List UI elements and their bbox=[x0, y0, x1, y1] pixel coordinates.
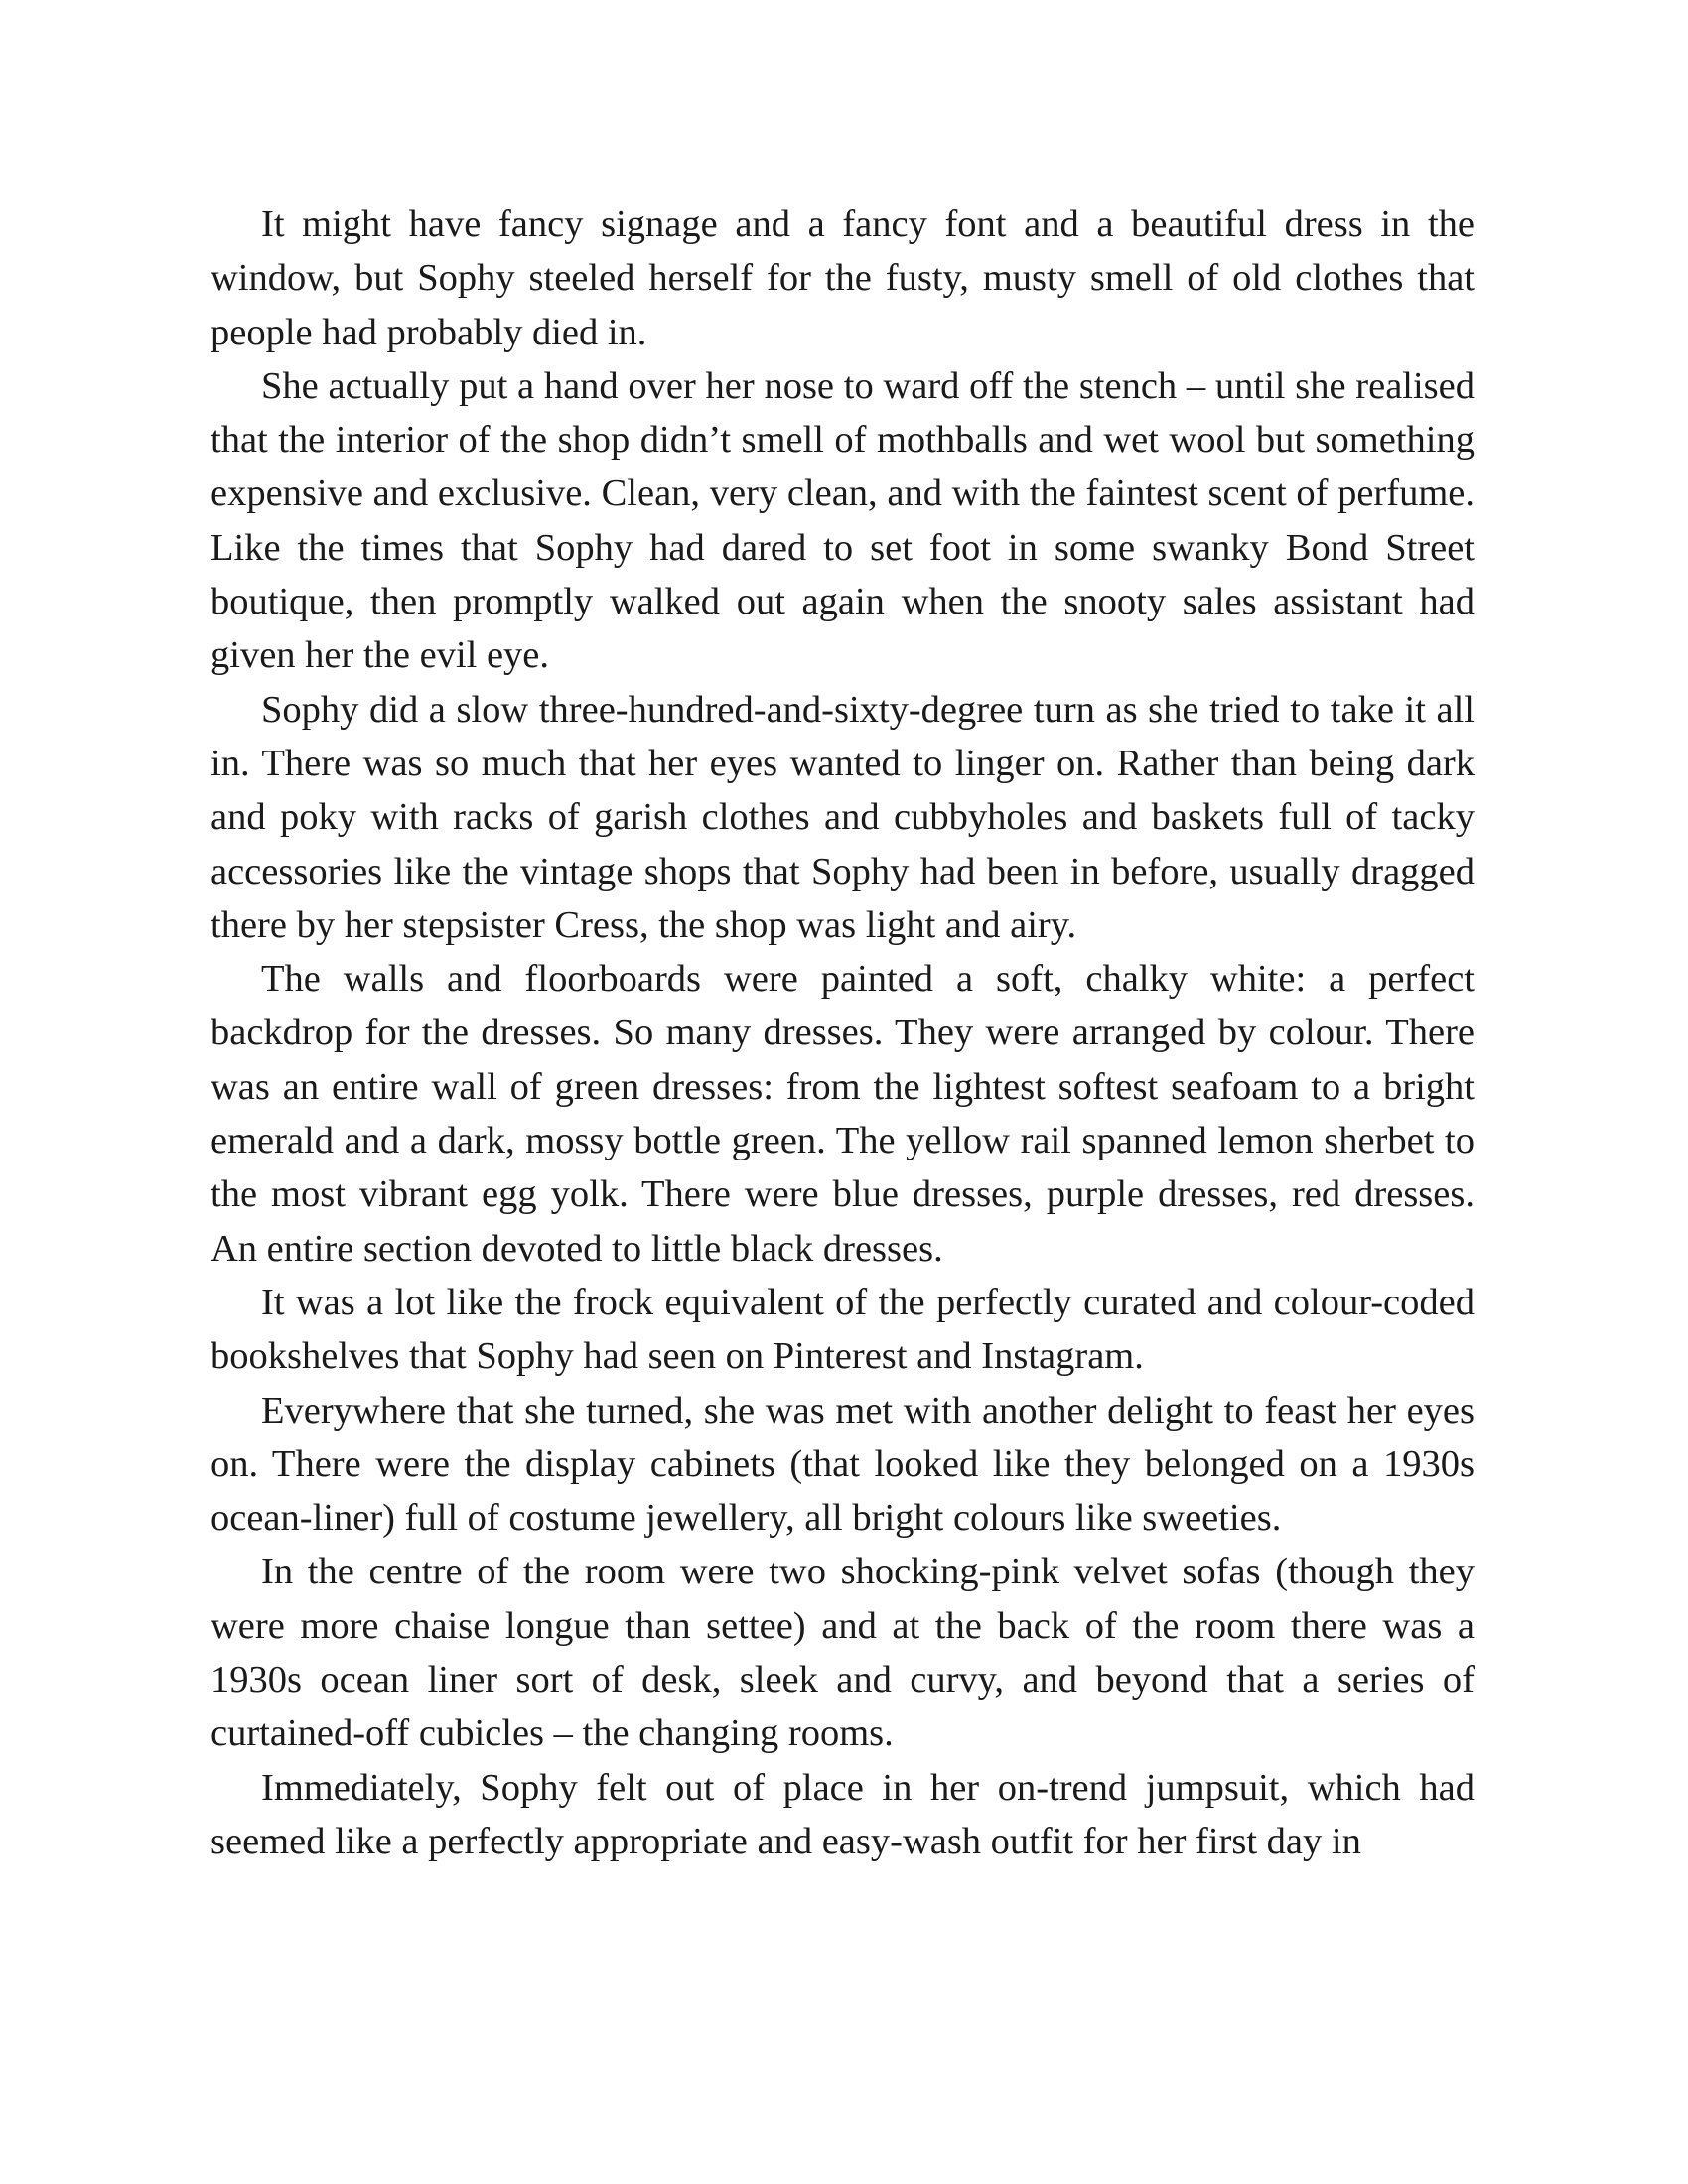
page-body bbox=[211, 198, 1475, 1868]
paragraph-2: She actually put a hand over her nose to ward off the stench – until she realised that the interior of the shop didn’t smell of mothballs and wet wool but something expensive and exclusive. Clean, very clean, and with the faintest scent of perfume. Like the times that Sophy had dared to set foot in some swanky Bond Street boutique, then promptly walked out again when the snooty sales assistant had given her the evil eye. bbox=[211, 364, 1475, 677]
paragraph-6: Everywhere that she turned, she was met with another delight to feast her eyes on. There were the display cabinets (that looked like they belonged on a 1930s ocean-liner) full of costume jewellery, all bright colours like sweeties. bbox=[211, 1389, 1475, 1540]
paragraph-7: In the centre of the room were two shocking-pink velvet sofas (though they were more chaise longue than settee) and at the back of the room there was a 1930s ocean liner sort of desk, sleek and curvy, and beyond that a series of curtained-off cubicles – the changing rooms. bbox=[211, 1551, 1475, 1755]
paragraph-1: It might have fancy signage and a fancy font and a beautiful dress in the window, but Sophy steeled herself for the fusty, musty smell of old clothes that people had probably died in. bbox=[211, 204, 1475, 353]
paragraph-5: It was a lot like the frock equivalent of the perfectly curated and colour-coded bookshelves that Sophy had seen on Pinterest and Instagram. bbox=[211, 1281, 1475, 1378]
paragraph-4: The walls and floorboards were painted a soft, chalky white: a perfect backdrop for the dresses. So many dresses. They were arranged by colour. There was an entire wall of green dresses: from the lightest softest seafoam to a bright emerald and a dark, mossy bottle green. The yellow rail spanned lemon sherbet to the most vibrant egg yolk. There were blue dresses, purple dresses, red dresses. An entire section devoted to little black dresses. bbox=[211, 958, 1475, 1270]
paragraph-8: Immediately, Sophy felt out of place in her on-trend jumpsuit, which had seemed like a perfectly appropriate and easy-wash outfit for her first day in bbox=[211, 1766, 1475, 1862]
paragraph-3: Sophy did a slow three-hundred-and-sixty-degree turn as she tried to take it all in. There was so much that her eyes wanted to linger on. Rather than being dark and poky with racks of garish clothes and cubbyholes and baskets full of tacky accessories like the vintage shops that Sophy had been in before, usually dragged there by her stepsister Cress, the shop was light and airy. bbox=[211, 688, 1475, 946]
